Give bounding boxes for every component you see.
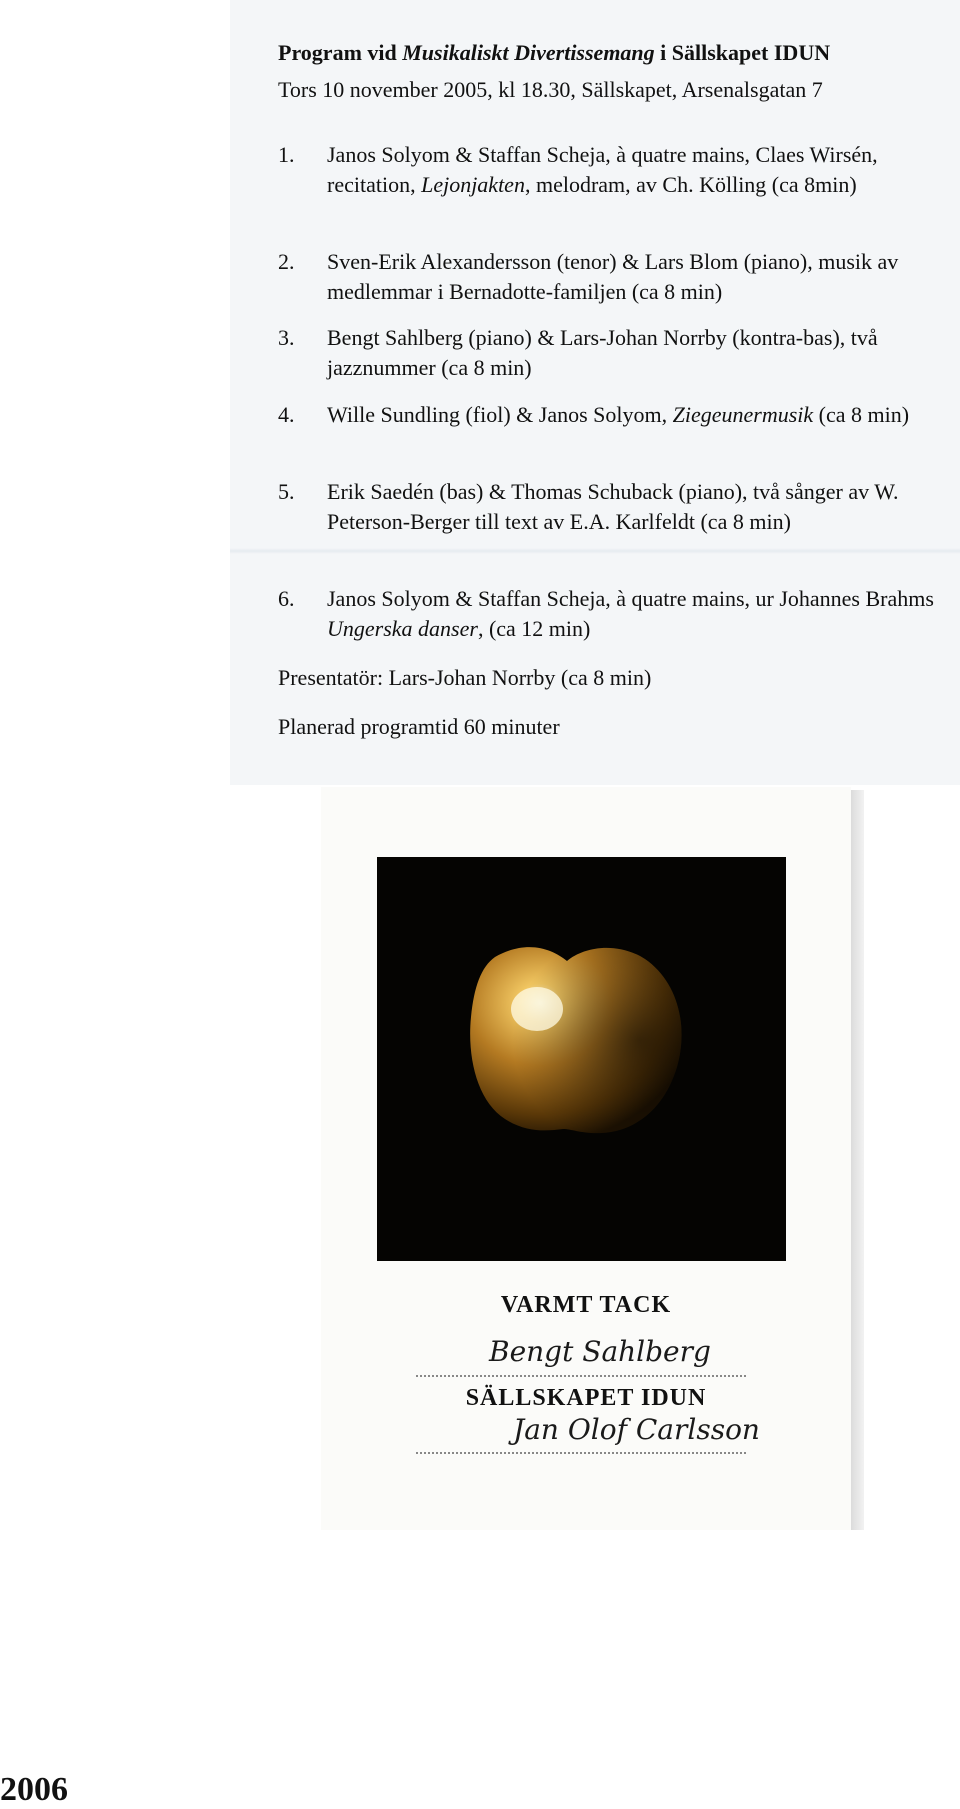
apple-icon: [377, 857, 786, 1261]
item-number: 3.: [278, 325, 295, 350]
item-number: 1.: [278, 142, 295, 167]
signature-1: Bengt Sahlberg: [489, 1335, 711, 1368]
item-number: 2.: [278, 249, 295, 274]
item-number: 6.: [278, 586, 295, 611]
signature-line: [416, 1375, 746, 1377]
item-text: Wille Sundling (fiol) & Janos Solyom, Ziegeunermusik (ca 8 min): [327, 402, 910, 427]
thank-you-card: [321, 787, 851, 1530]
program-sheet: [230, 0, 960, 785]
presenter-line: Presentatör: Lars-Johan Norrby (ca 8 min): [278, 665, 652, 690]
item-number: 4.: [278, 402, 295, 427]
duration-line: Planerad programtid 60 minuter: [278, 714, 560, 739]
program-title: [278, 40, 830, 66]
signature-2: Jan Olof Carlsson: [513, 1413, 760, 1446]
item-text: Janos Solyom & Staffan Scheja, à quatre mains, Claes Wirsén, recitation, Lejonjakten, melodram, av Ch. Kölling (ca 8min): [327, 142, 878, 197]
title-prefix: Program vid: [278, 40, 403, 65]
card-heading-thanks: VARMT TACK: [500, 1292, 672, 1318]
program-subtitle: Tors 10 november 2005, kl 18.30, Sällskapet, Arsenalsgatan 7: [278, 77, 823, 102]
signature-line: [416, 1452, 746, 1454]
item-text: Janos Solyom & Staffan Scheja, à quatre mains, ur Johannes Brahms Ungerska danser, (ca 12 min): [327, 586, 934, 641]
item-text: Bengt Sahlberg (piano) & Lars-Johan Norrby (kontra-bas), två jazznummer (ca 8 min): [327, 325, 878, 380]
fold-line: [230, 548, 960, 554]
year-label: 2006: [0, 1771, 68, 1808]
item-text: Erik Saedén (bas) & Thomas Schuback (piano), två sånger av W. Peterson-Berger till text av E.A. Karlfeldt (ca 8 min): [327, 479, 899, 534]
item-text: Sven-Erik Alexandersson (tenor) & Lars Blom (piano), musik av medlemmar i Bernadotte-familjen (ca 8 min): [327, 249, 899, 304]
card-heading-society: SÄLLSKAPET IDUN: [465, 1385, 707, 1411]
card-edge-shadow: [849, 790, 864, 1530]
apple-photo: [377, 857, 786, 1261]
title-suffix: i Sällskapet IDUN: [654, 40, 831, 65]
title-italic: Musikaliskt Divertissemang: [402, 40, 655, 65]
item-number: 5.: [278, 479, 295, 504]
